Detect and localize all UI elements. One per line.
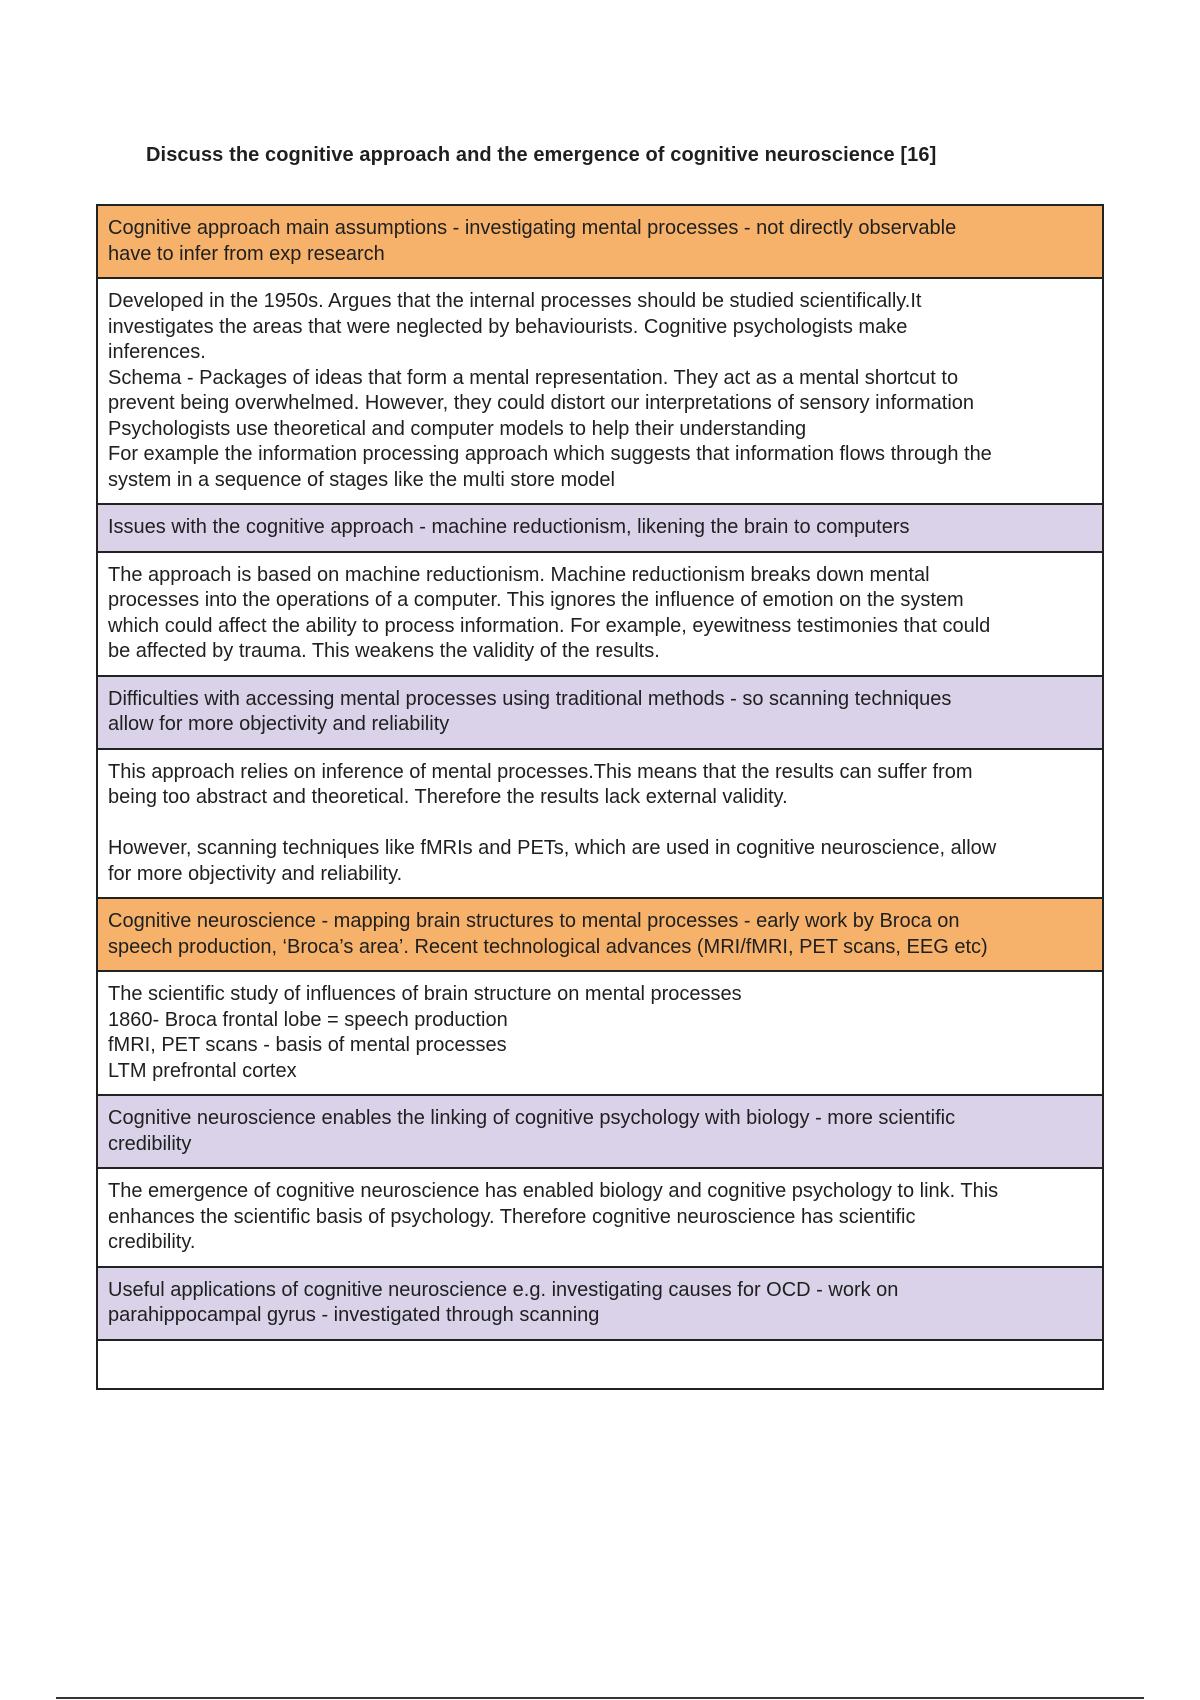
table-row — [97, 898, 1103, 971]
body-cell: The approach is based on machine reductionism. Machine reductionism breaks down mental processes into the operations of a computer. This ignores the influence of emotion on the system which could affect the ability to process information. For example, eyewitness testimonies that could be affected by trauma. This weakens the validity of the results. — [97, 552, 1103, 676]
table-row — [97, 552, 1103, 676]
notes-table — [96, 204, 1104, 1390]
body-cell: The emergence of cognitive neuroscience has enabled biology and cognitive psychology to link. This enhances the scientific basis of psychology. Therefore cognitive neuroscience has scientific credibility. — [97, 1168, 1103, 1267]
table-row — [97, 1095, 1103, 1168]
table-row — [97, 1267, 1103, 1340]
table-row — [97, 749, 1103, 899]
table-row — [97, 1168, 1103, 1267]
empty-cell — [97, 1340, 1103, 1389]
heading-cell: Difficulties with accessing mental processes using traditional methods - so scanning techniques allow for more objectivity and reliability — [97, 676, 1103, 749]
heading-cell: Cognitive neuroscience enables the linking of cognitive psychology with biology - more scientific credibility — [97, 1095, 1103, 1168]
body-cell: This approach relies on inference of mental processes.This means that the results can suffer from being too abstract and theoretical. Therefore the results lack external validity. However, scanning techniques like fMRIs and PETs, which are used in cognitive neuroscience, allow for more objectivity and reliability. — [97, 749, 1103, 899]
table-row — [97, 205, 1103, 278]
table-row — [97, 504, 1103, 552]
heading-cell: Cognitive neuroscience - mapping brain structures to mental processes - early work by Broca on speech production, ‘Broca’s area’. Recent technological advances (MRI/fMRI, PET scans, EEG etc) — [97, 898, 1103, 971]
table-row — [97, 278, 1103, 504]
table-row — [97, 1340, 1103, 1389]
page-bottom-rule — [56, 1697, 1144, 1699]
body-cell: Developed in the 1950s. Argues that the internal processes should be studied scientifically.It investigates the areas that were neglected by behaviourists. Cognitive psychologists make inferences. Schema - Packages of ideas that form a mental representation. They act as a mental shortcut to prevent being overwhelmed. However, they could distort our interpretations of sensory information Psychologists use theoretical and computer models to help their understanding For example the information processing approach which suggests that information flows through the system in a sequence of stages like the multi store model — [97, 278, 1103, 504]
table-row — [97, 971, 1103, 1095]
table-row — [97, 676, 1103, 749]
heading-cell: Useful applications of cognitive neuroscience e.g. investigating causes for OCD - work on parahippocampal gyrus - investigated through scanning — [97, 1267, 1103, 1340]
heading-cell: Issues with the cognitive approach - machine reductionism, likening the brain to computers — [97, 504, 1103, 552]
body-cell: The scientific study of influences of brain structure on mental processes 1860- Broca frontal lobe = speech production fMRI, PET scans - basis of mental processes LTM prefrontal cortex — [97, 971, 1103, 1095]
heading-cell: Cognitive approach main assumptions - investigating mental processes - not directly observable have to infer from exp research — [97, 205, 1103, 278]
page-title: Discuss the cognitive approach and the emergence of cognitive neuroscience [16] — [146, 144, 937, 166]
